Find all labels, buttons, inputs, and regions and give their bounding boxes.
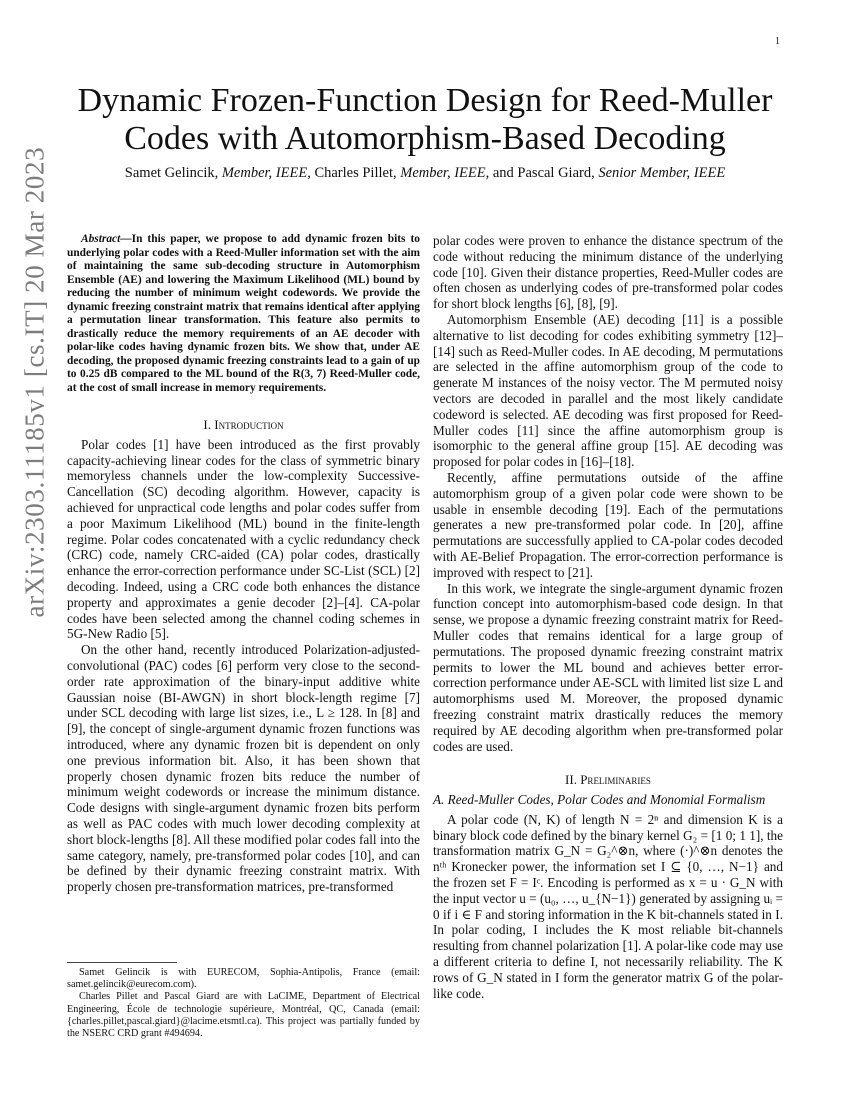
author-3: and Pascal Giard, bbox=[492, 165, 595, 181]
footnote-2: Charles Pillet and Pascal Giard are with LaCIME, Department of Electrical Engineering, École de technologie supérieure, Montréal, QC, Canada (email: {charles.pillet,pascal.giard}@lacime.etsmtl.ca). This project was partially funded by the NSERC CRD grant #494694. bbox=[67, 991, 420, 1040]
left-column bbox=[67, 233, 420, 895]
right-column bbox=[433, 233, 783, 1001]
author-1-role: Member, IEEE, bbox=[221, 165, 311, 181]
arxiv-stamp: arXiv:2303.11185v1 [cs.IT] 20 Mar 2023 bbox=[19, 146, 50, 618]
author-3-role: Senior Member, IEEE bbox=[598, 165, 726, 181]
footnote-1: Samet Gelincik is with EURECOM, Sophia-Antipolis, France (email: samet.gelincik@eurecom.com). bbox=[67, 967, 420, 991]
intro-paragraph-3: polar codes were proven to enhance the distance spectrum of the code without reducing the minimum distance of the underlying code [10]. Given their distance properties, Reed-Muller codes are often chosen as underlying codes of pre-transformed polar codes for short block lengths [6], [8], [9]. bbox=[433, 233, 783, 312]
intro-paragraph-5: Recently, affine permutations outside of the affine automorphism group of a given polar code were shown to be usable in ensemble decoding [19]. Each of the permutations generates a new pre-transformed polar code. In [20], affine permutations are successfully applied to CA-polar codes decoded with AE-Belief Propagation. The error-correction performance is improved with respect to [21]. bbox=[433, 469, 783, 580]
footnotes bbox=[67, 962, 420, 1040]
abstract-text: In this paper, we propose to add dynamic frozen bits to underlying polar codes with a Reed-Muller information set with the aim of maintaining the same sub-decoding structure in Automorphism Ensemble (AE) and lowering the Maximum Likelihood (ML) bound by reducing the number of minimum weight codewords. We provide the dynamic freezing constraint matrix that remains identical after applying a permutation linear transformation. This feature also permits to drastically reduce the memory requirements of an AE decoder with polar-like codes having dynamic frozen bits. We show that, under AE decoding, the proposed dynamic freezing constraints lead to a gain of up to 0.25 dB compared to the ML bound of the R(3, 7) Reed-Muller code, at the cost of small increase in memory requirements. bbox=[67, 233, 420, 394]
intro-paragraph-2: On the other hand, recently introduced Polarization-adjusted-convolutional (PAC) codes [6] perform very close to the second-order rate approximation of the binary-input additive white Gaussian noise (BI-AWGN) in short block-length regime [7] under SCL decoding with large list sizes, i.e., L ≥ 128. In [8] and [9], the concept of single-argument dynamic frozen functions was introduced, where any dynamic frozen bit is dependent on only one previous information bit. Also, it has been shown that properly chosen dynamic frozen bits reduce the number of minimum weight codewords or increase the minimum distance. Code designs with single-argument dynamic frozen bits perform as well as PAC codes with much lower decoding complexity at short block-lengths [8]. All these modified polar codes fall into the same category, namely, pre-transformed polar codes [10], and can be defined by their dynamic freezing constraint matrix. With properly chosen pre-transformation matrices, pre-transformed bbox=[67, 642, 420, 895]
intro-paragraph-4: Automorphism Ensemble (AE) decoding [11] is a possible alternative to list decoding for codes exhibiting symmetry [12]–[14] such as Reed-Muller codes. In AE decoding, M permutations are selected in the affine automorphism group of the code to generate M instances of the noisy vector. The M permuted noisy vectors are decoded in parallel and the most likely candidate codeword is selected. AE decoding was first proposed for Reed-Muller codes [11] since the affine automorphism group is isomorphic to the general affine group [15]. AE decoding was proposed for polar codes in [16]–[18]. bbox=[433, 311, 783, 470]
author-1: Samet Gelincik, bbox=[124, 165, 219, 181]
author-2-role: Member, IEEE, bbox=[400, 165, 490, 181]
footnote-divider bbox=[67, 962, 177, 963]
page-number: 1 bbox=[775, 36, 780, 47]
abstract-lead: Abstract— bbox=[81, 233, 132, 245]
author-2: Charles Pillet, bbox=[314, 165, 397, 181]
author-list bbox=[60, 165, 790, 182]
section-heading-introduction: I. Introduction bbox=[203, 417, 284, 432]
paper-title: Dynamic Frozen-Function Design for Reed-Muller Codes with Automorphism-Based Decoding bbox=[77, 82, 773, 157]
prelim-paragraph-1: A polar code (N, K) of length N = 2ⁿ and dimension K is a binary block code defined by the binary kernel G₂ = [1 0; 1 1], the transformation matrix G_N = G₂^⊗n, where (·)^⊗n denotes the nᵗʰ Kronecker power, the information set I ⊆ {0, …, N−1} and the frozen set F = Iᶜ. Encoding is performed as x = u · G_N with the input vector u = (u₀, …, u_{N−1}) generated by assigning uᵢ = 0 if i ∈ F and storing information in the K bit-channels stated in I. In polar coding, I includes the K most reliable bit-channels resulting from channel polarization [1]. A polar-like code may use a different criteria to define I, not necessarily reliability. The K rows of G_N stated in I form the generator matrix G of the polar-like code. bbox=[433, 811, 783, 1001]
intro-paragraph-1: Polar codes [1] have been introduced as the first provably capacity-achieving linear codes for the class of symmetric binary memoryless channels under the low-complexity Successive-Cancellation (SC) decoding algorithm. However, capacity is achieved for unpractical code lengths and polar codes suffer from a poor Maximum Likelihood (ML) bound in the finite-length regime. Polar codes concatenated with a cyclic redundancy check (CRC) code, namely CRC-aided (CA) polar codes, drastically enhance the error-correction performance under SC-List (SCL) [2] decoding. Indeed, using a CRC code both enhances the distance property and approximates a genie decoder [2]–[4]. CA-polar codes have been selected among the channel coding schemes in 5G-New Radio [5]. bbox=[67, 436, 420, 642]
section-heading-preliminaries: II. Preliminaries bbox=[565, 772, 651, 788]
intro-paragraph-6: In this work, we integrate the single-argument dynamic frozen function concept into automorphism-based code design. In that sense, we propose a dynamic freezing constraint matrix for Reed-Muller codes that remains identical for a large group of permutations. The proposed dynamic freezing constraint matrix permits to lower the ML bound and achieves better error-correction performance under AE-SCL with limited list size L and automorphisms used M. Moreover, the proposed dynamic freezing constraint matrix drastically reduces the memory required by AE decoding algorithm when pre-transformed polar codes are used. bbox=[433, 580, 783, 754]
abstract bbox=[67, 233, 420, 395]
subsection-heading: A. Reed-Muller Codes, Polar Codes and Monomial Formalism bbox=[433, 792, 766, 808]
